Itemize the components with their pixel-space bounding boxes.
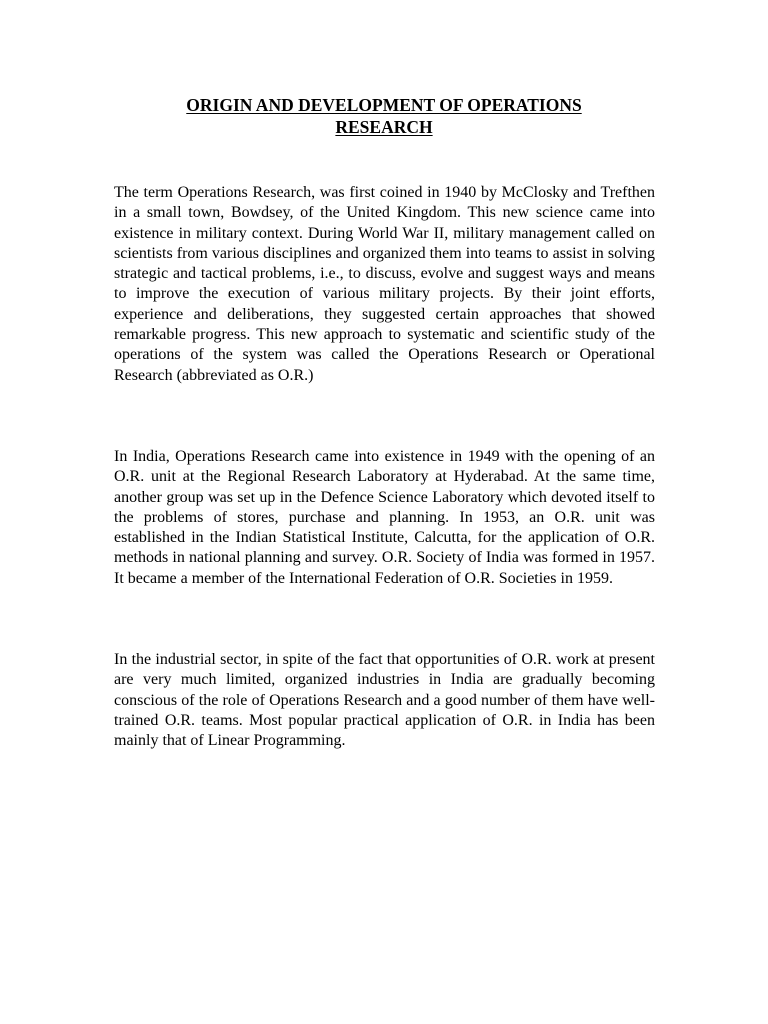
paragraph-industrial-sector: In the industrial sector, in spite of the fact that opportunities of O.R. work at present are very much limited, organized industries in India are gradually becoming conscious of the role of Operations Research and a good number of them have well-trained O.R. teams. Most popular practical application of O.R. in India has been mainly that of Linear Programming. (114, 651, 655, 750)
title-line-2: RESEARCH (335, 117, 433, 137)
title-line-1: ORIGIN AND DEVELOPMENT OF OPERATIONS (186, 95, 582, 115)
page-title (112, 94, 656, 138)
paragraph-origin: The term Operations Research, was first coined in 1940 by McClosky and Trefthen in a small town, Bowdsey, of the United Kingdom. This new science came into existence in military context. During World War II, military management called on scientists from various disciplines and organized them into teams to assist in solving strategic and tactical problems, i.e., to discuss, evolve and suggest ways and means to improve the execution of various military projects. By their joint efforts, experience and deliberations, they suggested certain approaches that showed remarkable progress. This new approach to systematic and scientific study of the operations of the system was called the Operations Research or Operational Research (abbreviated as O.R.) (114, 184, 655, 384)
paragraph-india: In India, Operations Research came into existence in 1949 with the opening of an O.R. unit at the Regional Research Laboratory at Hyderabad. At the same time, another group was set up in the Defence Science Laboratory which devoted itself to the problems of stores, purchase and planning. In 1953, an O.R. unit was established in the Indian Statistical Institute, Calcutta, for the application of O.R. methods in national planning and survey. O.R. Society of India was formed in 1957. It became a member of the International Federation of O.R. Societies in 1959. (114, 448, 655, 587)
